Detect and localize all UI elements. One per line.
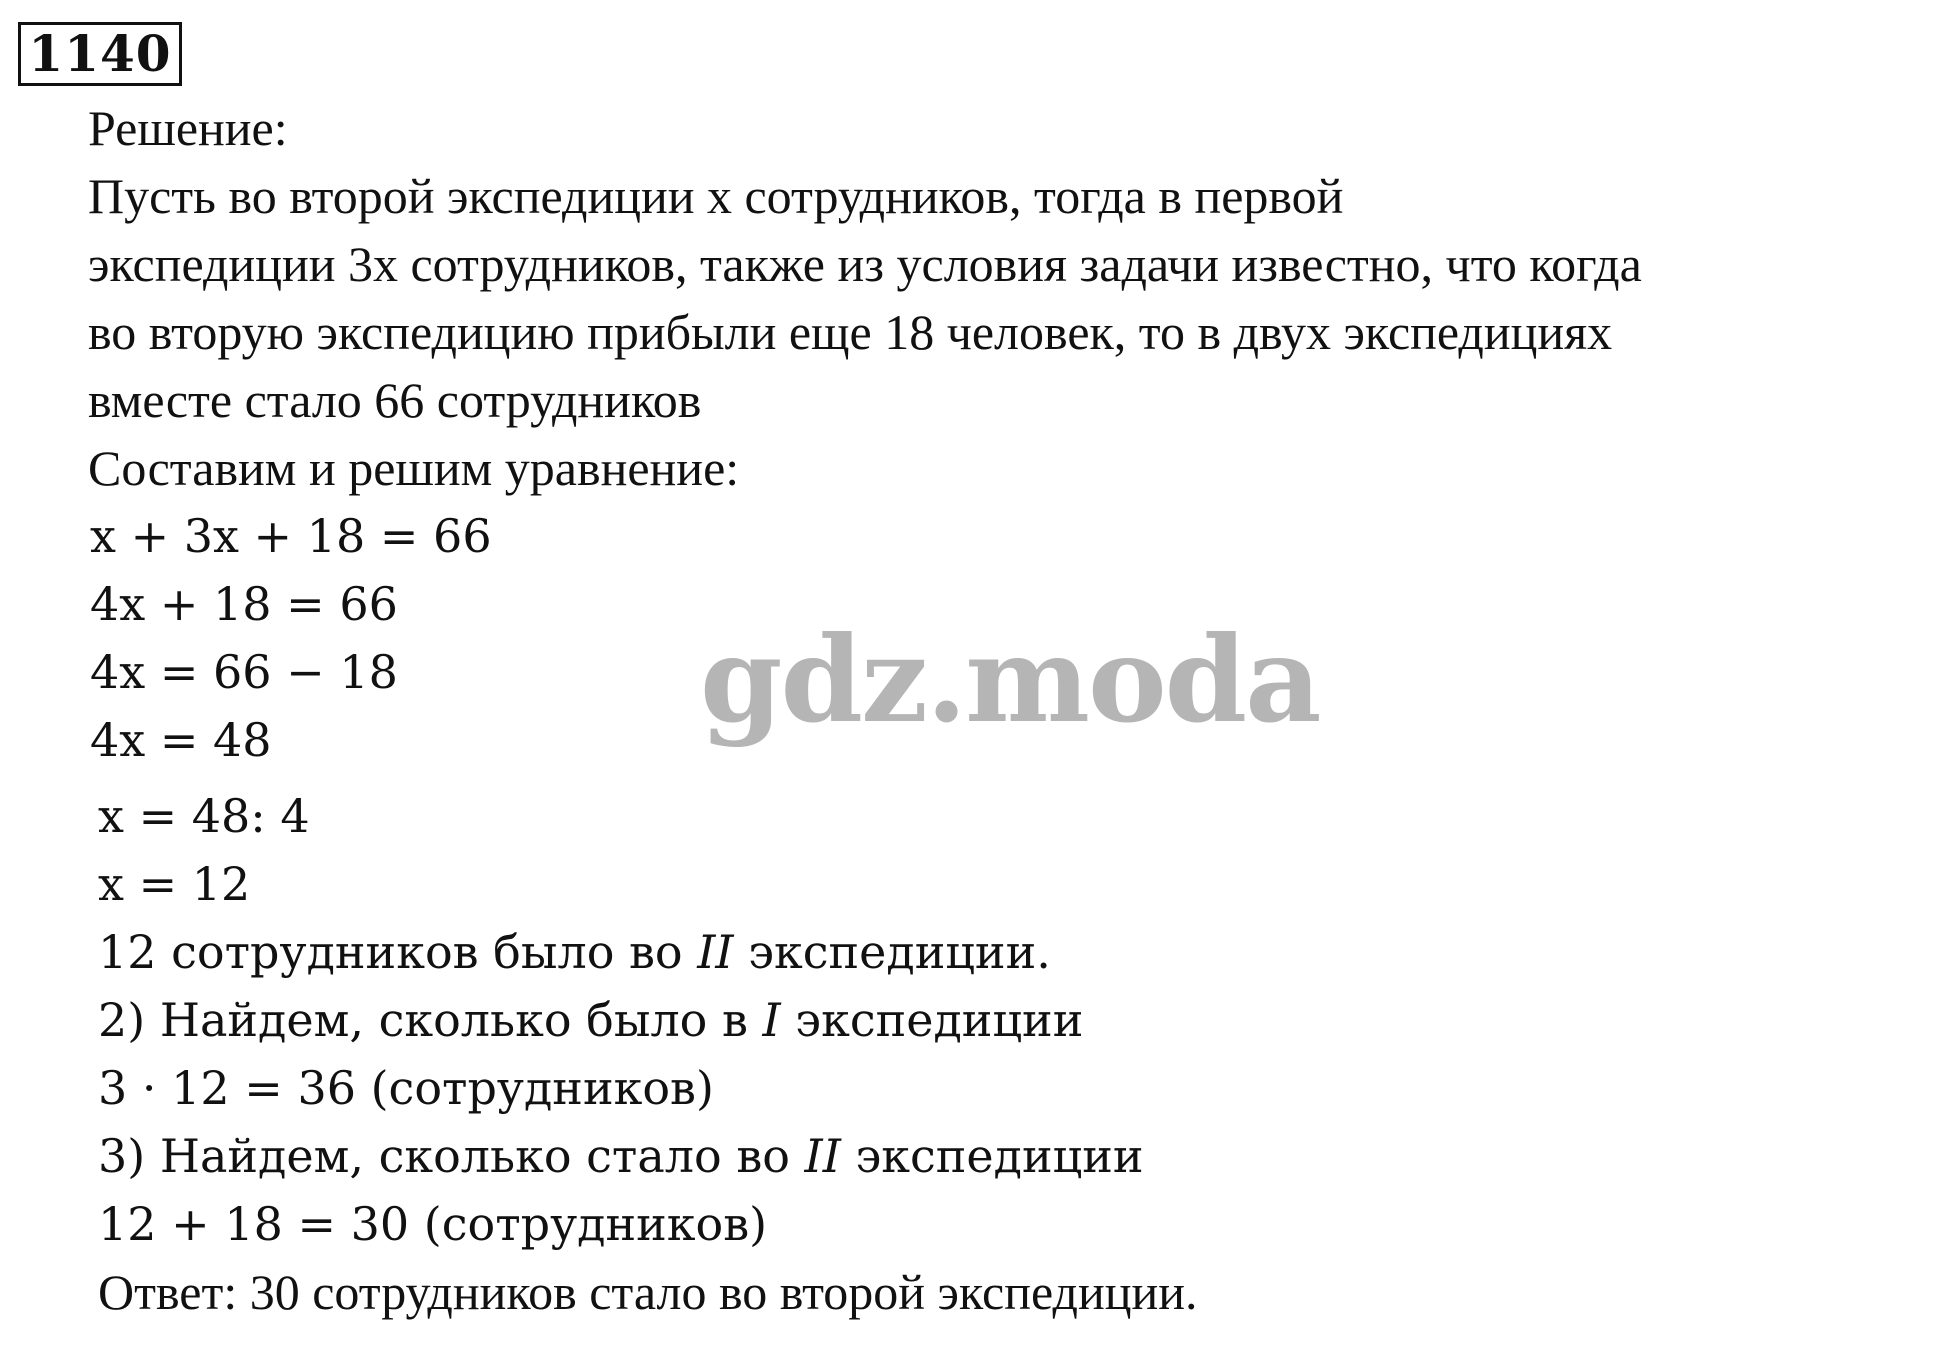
step-2-end: экспедиции: [780, 993, 1084, 1047]
equation-line-2: 4x + 18 = 66: [90, 577, 398, 631]
result-line-1-start: 12 сотрудников было во: [98, 925, 698, 979]
watermark-logo: gdz.moda: [700, 610, 1320, 749]
step-3-end: экспедиции: [840, 1129, 1144, 1183]
step-2-calc: 3 · 12 = 36 (сотрудников): [98, 1061, 714, 1115]
text-line-1: Пусть во второй экспедиции x сотрудников, тогда в первой: [88, 168, 1344, 224]
equation-line-4: 4x = 48: [90, 713, 272, 767]
answer-line: Ответ: 30 сотрудников стало во второй экспедиции.: [98, 1264, 1198, 1320]
step-3-calc: 12 + 18 = 30 (сотрудников): [98, 1197, 768, 1251]
equation-intro: Составим и решим уравнение:: [88, 440, 740, 496]
equation-line-1: x + 3x + 18 = 66: [90, 509, 492, 563]
result-line-1-end: экспедиции.: [733, 925, 1051, 979]
step-3-start: 3) Найдем, сколько стало во: [98, 1129, 805, 1183]
problem-number: 1140: [18, 22, 182, 86]
step-2-heading: [98, 990, 1083, 1050]
roman-two-b: II: [804, 1129, 841, 1183]
text-line-3: во вторую экспедицию прибыли еще 18 человек, то в двух экспедициях: [88, 304, 1613, 360]
equation-line-6: x = 12: [98, 857, 251, 911]
equation-line-5: x = 48: 4: [98, 789, 310, 843]
equation-line-3: 4x = 66 − 18: [90, 645, 398, 699]
result-line-1: [98, 922, 1051, 982]
text-line-4: вместе стало 66 сотрудников: [88, 372, 702, 428]
step-3-heading: [98, 1126, 1144, 1186]
text-line-2: экспедиции 3x сотрудников, также из условия задачи известно, что когда: [88, 236, 1642, 292]
step-2-start: 2) Найдем, сколько было в: [98, 993, 763, 1047]
roman-two: II: [697, 925, 734, 979]
roman-one: I: [762, 993, 781, 1047]
solution-heading: Решение:: [88, 100, 288, 156]
